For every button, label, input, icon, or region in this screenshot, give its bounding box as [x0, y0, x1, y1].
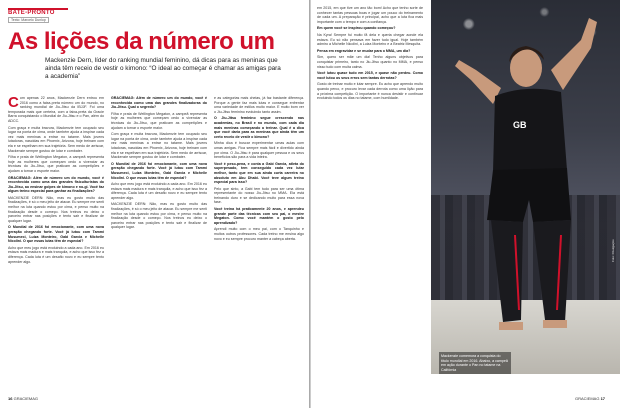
- body-paragraph: Com graça e muita bravura, Mackenzie tem ocupado seu lugar na ponta de cima, onde também ajuda a inspirar cada vez mais meninas a entrar no tatame. Mais jovens lutadoras, nascidas em Phoenix, Arizona, hoje treinam com ela e se espelham em sua trajetória. Sem medo de arriscar, Mackenzie sempre gostou de lutar e combater.: [8, 125, 104, 153]
- body-paragraph: Com graça e muita bravura, Mackenzie tem ocupado seu lugar na ponta de cima, onde também ajuda a inspirar cada vez mais meninas a entrar no tatame. Mais jovens lutadoras, nascidas em Phoenix, Arizona, hoje treinam com ela e se espelham em sua trajetória. Sem medo de arriscar, Mackenzie sempre gostou de lutar e combater.: [111, 132, 207, 160]
- interview-question: Em quem você se inspirou quando começou?: [317, 26, 396, 31]
- shorts: [487, 168, 571, 222]
- foot: [543, 320, 567, 328]
- left-page: [0, 0, 309, 408]
- body-paragraph: Sim, quero ser mãe um dia! Tenho alguns objetivos para conquistar primeiro, tanto no Jiu-Jitsu quanto no MMA, e penso nisso tudo com muita calma.: [317, 55, 423, 69]
- interview-question: O Mundial de 2016 foi emocionante, com uma nova geração chegando forte. Você já lutou com Tammi Musumeci, Luiza Monteiro, Gabi Garcia e Michelle Nicolini. O que essas lutas têm de especial?: [8, 225, 104, 244]
- article-deck: Mackenzie Dern, líder do ranking mundial feminino, dá dicas para as meninas que ainda têm receio de vestir o kimono: “O ideal ao começar é chamar as amigas para a academia”: [45, 57, 281, 80]
- foot: [499, 322, 523, 330]
- body-paragraph: Pelo que sinto, a Gabi tem tudo para ser uma ótima representante do nosso Jiu-Jitsu no MMA. Ela está treinando duro e se dedicando muito para essa nova fase.: [214, 186, 304, 205]
- body-paragraph: Minha dica é buscar experimentar umas aulas com umas amigas. Fica sempre mais fácil e divertido ainda por cima. O Jiu-Jitsu é para qualquer pessoa e os seus benefícios são para a vida inteira.: [214, 141, 304, 160]
- photo-credit: Foto: Divulgação: [611, 239, 615, 262]
- body-paragraph: Filha e prata de Wellington Megaton, a campeã representa hoje as mulheres que começam cedo a vivenciar as técnicas do Jiu-Jitsu, que praticam as competições e ajudam a tornar o esporte maior.: [8, 155, 104, 173]
- photo-caption: Mackenzie comemora a conquista do título mundial em 2016. Abaixo, a campeã em ação durante o Pan no tatame na Califórnia: [439, 352, 511, 374]
- section-kicker: BATE-PRONTO: [8, 10, 55, 16]
- body-paragraph: Na Kyra! Sempre fui muito fã dela e queria chegar aonde ela estava. Eu só não pensava em fazer tudo igual. Hoje também admiro a Michelle Nicolini, a Luiza Monteiro e a Beatriz Mesquita.: [317, 32, 423, 47]
- fighter-photo: [431, 0, 620, 374]
- intro-paragraph: om apenas 22 anos, Mackenzie Dern entrou em 2016 como a faixa-preta número um do mundo, no ranking mundial de Jiu-Jitsu da IBJJF. Foi uma temporada mais que certeira, com a faixa-preta da Gracie Barra conquistando o Mundial de Jiu-Jitsu e o Pan, além do ADCC.: [8, 96, 104, 123]
- leg: [533, 220, 571, 322]
- interview-question: Você é peso-pena, e conta a Gabi Garcia, atleta do superpesado, tem conseguido cada vez lutar melhor, tanto que em sua ainda curta carreira no absoluto em Abu Dhabi. Você teve algum treino especial para isso?: [214, 161, 304, 185]
- body-paragraph: Acho que meu jogo está evoluindo a cada ano. Em 2016 eu estava mais madura e mais tranquila, e acho que isso fez a diferença. Cada luta é um desafio novo e eu sempre tento aprender algo.: [8, 245, 104, 264]
- body-paragraph: Filha e prata de Wellington Megaton, a campeã representa hoje as mulheres que começam cedo a vivenciar as técnicas do Jiu-Jitsu, que praticam as competições e ajudam a tornar o esporte maior.: [111, 111, 207, 130]
- rash-guard-logo: GB: [513, 120, 527, 130]
- interview-question: Você treina há praticamente 20 anos, e aprendeu grande parte das técnicas com seu pai, o mestre Megaton. Como você mantém o gosto pelo aprendizado?: [214, 207, 304, 225]
- interview-question: O Jiu-Jitsu feminino segue crescendo nas academias, no Brasil e no mundo, com cada dia mais meninas começando a treinar. Qual é a dica que você daria para as meninas que ainda têm um certo receio de vestir o kimono?: [214, 116, 304, 139]
- body-paragraph: em 2015, em que tive um ano tão bom! Acho que tenho sorte de conhecer tantas pessoas boas e jogar um pouco do treinamento de cada um. A preparação é principal, acho que a luta fica mais importante com o tempo e com a confiança.: [317, 6, 423, 24]
- fighter-illustration: [431, 0, 620, 374]
- text-column-3: [214, 96, 304, 392]
- text-column-4: [317, 6, 423, 392]
- article-headline: As lições da número um: [8, 28, 275, 55]
- author-credit: Texto: Marcelo Dunlop: [8, 17, 49, 23]
- body-paragraph: MACKENZIE DERN: Não, mas eu gosto muito das finalizações, é só o meu jeito de atacar. Eu sempre me senti melhor na luta quando estou por cima, e penso muito na finalização desde o começo. Nos treinos eu deixo o parceiro entrar nas posições e tento sair e finalizar de qualquer lugar.: [111, 202, 207, 230]
- right-folio: [575, 396, 605, 401]
- body-paragraph: Aprendi muito com o meu pai, com o Tanquinho e muitos outros professores. Cada treino me ensina algo novo e eu sempre procuro manter a cabeça aberta.: [214, 227, 304, 241]
- body-paragraph: Gosto de treinar muito e lutar sempre. Eu acho que aprendo muito quando perco, e procuro levar cada derrota como uma lição para a próxima competição. O importante é nunca desistir e continuar evoluindo todos os dias no tatame, com humildade.: [317, 82, 423, 101]
- dropcap: C: [8, 96, 19, 111]
- interview-question: Você lutou quase tudo em 2015, e quase não perdeu. Como você lutou os seus erros sem tantas derrotas?: [317, 71, 423, 80]
- body-paragraph: e as categorias mais cheias, já faz bastante diferença. Porque a gente faz mais lutas e consegue enfrentar uma variedade de estilos muito maior. E muito bom ver o Jiu-Jitsu feminino evoluindo tanto assim.: [214, 96, 304, 114]
- magazine-name: GRACIEMAG: [575, 396, 600, 401]
- page-number: 17: [600, 396, 606, 401]
- body-paragraph: Acho que meu jogo está evoluindo a cada ano. Em 2016 eu estava mais madura e mais tranquila, e acho que isso fez a diferença. Cada luta é um desafio novo e eu sempre tento aprender algo.: [111, 182, 207, 200]
- interview-question: Pensa em engravidar e se mudar para o MMA, um dia?: [317, 48, 411, 53]
- text-column-1: [8, 96, 104, 392]
- raised-arm: [455, 60, 501, 104]
- interview-question: GRACIEMAG: Além de número um do mundo, você é reconhecida como uma das grandes fisiculturistas do Jiu-Jitsu, ao ensinar golpes de kimono e no-gi. Você faz algum treino especial para ganhar as finalizações?: [8, 175, 104, 194]
- magazine-name: GRACIEMAG: [13, 396, 39, 401]
- rash-guard: [493, 89, 567, 177]
- page-number: 16: [8, 396, 13, 401]
- interview-question: GRACIEMAG: Além de número um do mundo, você é reconhecida como uma das grandes finalizadoras do Jiu-Jitsu. Qual o segredo?: [111, 96, 207, 110]
- interview-question: O Mundial de 2016 foi emocionante, com uma nova geração chegando forte. Você já lutou com Tammi Musumeci, Luiza Monteiro, Gabi Garcia e Michelle Nicolini. O que essas lutas têm de especial?: [111, 161, 207, 180]
- raised-arm: [551, 18, 597, 90]
- body-paragraph: MACKENZIE DERN: Não, mas eu gosto muito das finalizações, é só o meu jeito de atacar. Eu sempre me senti melhor na luta quando estou por cima, e penso muito na finalização desde o começo. Nos treinos eu deixo o parceiro entrar nas posições e tento sair e finalizar de qualquer lugar.: [8, 195, 104, 223]
- right-page: [311, 0, 620, 408]
- text-column-2: [111, 96, 207, 392]
- left-folio: [8, 396, 38, 401]
